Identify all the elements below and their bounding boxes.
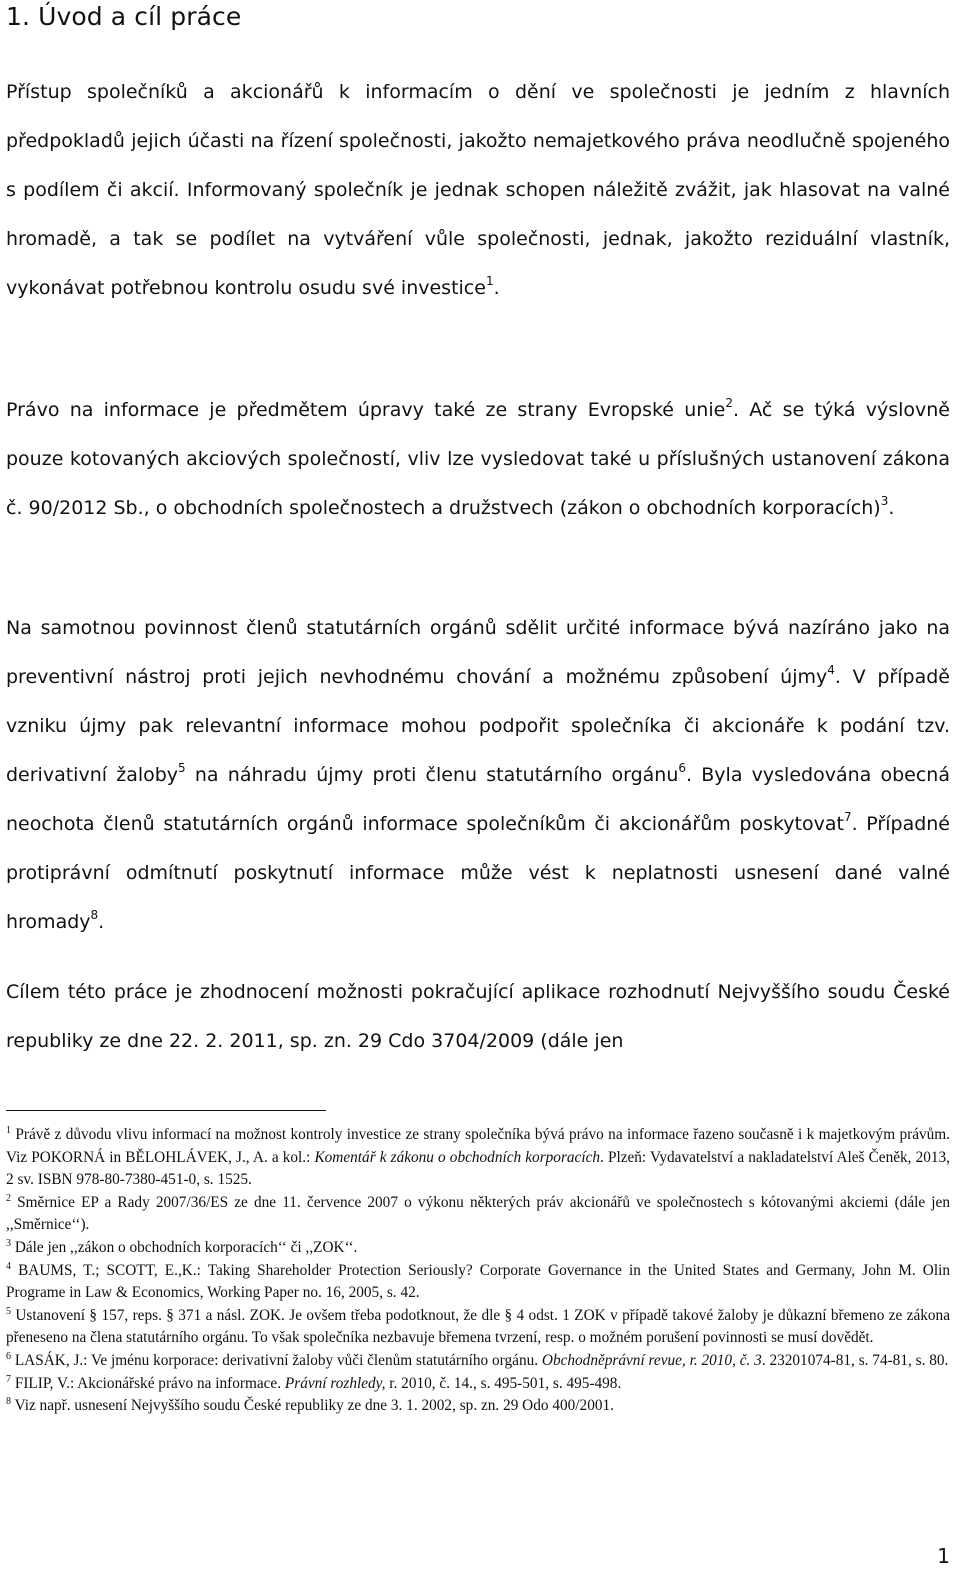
footnote-number: 3 bbox=[6, 1237, 11, 1249]
footnote-ref-7[interactable]: 7 bbox=[843, 809, 852, 824]
footnote-ref-5[interactable]: 5 bbox=[178, 760, 186, 775]
paragraph-3-text-b: . V případě vzniku újmy pak relevantní informace mohou podpořit společníka či akcionáře k podání tzv. derivativní žaloby bbox=[6, 666, 950, 786]
paragraph-3-text-a: Na samotnou povinnost členů statutárních orgánů sdělit určité informace bývá nazíráno jako na preventivní nástroj proti jejich nevhodnému chování a možnému způsobení újmy bbox=[6, 617, 950, 688]
paragraph-2-text-b: . Ač se týká výslovně pouze kotovaných akciových společností, vliv lze vysledovat také u příslušných ustanovení zákona č. 90/2012 Sb., o obchodních společnostech a družstvech (zákon o obchodních korporacích) bbox=[6, 399, 950, 519]
footnote-4 bbox=[6, 1260, 950, 1305]
footnote-text: Viz např. usnesení Nejvyššího soudu České republiky ze dne 3. 1. 2002, sp. zn. 29 Odo 400/2001. bbox=[14, 1397, 614, 1415]
paragraph-2 bbox=[6, 386, 950, 533]
footnote-text: Právě z důvodu vlivu informací na možnost kontroly investice ze strany společníka bývá právo na informace řazeno současně i k majetkovým právům. Viz POKORNÁ in BĚLOHLÁVEK, J., A. a kol.: bbox=[6, 1126, 950, 1166]
paragraph-3-text-d: . Byla vysledována obecná neochota členů statutárních orgánů informace společníkům či akcionářům poskytovat bbox=[6, 764, 950, 835]
footnote-text: BAUMS, T.; SCOTT, E.,K.: Taking Shareholder Protection Seriously? Corporate Governance in the United States and Germany, John M. Olin Programe in Law & Economics, Working Paper no. 16, 2005, s. 42. bbox=[6, 1261, 950, 1302]
footnote-8 bbox=[6, 1395, 950, 1418]
paragraph-4 bbox=[6, 968, 950, 1066]
footnote-text: FILIP, V.: Akcionářské právo na informace. bbox=[14, 1374, 285, 1392]
footnote-1 bbox=[6, 1124, 950, 1192]
paragraph-1-text: Přístup společníků a akcionářů k informacím o dění ve společnosti je jedním z hlavních předpokladů jejich účasti na řízení společnosti, jakožto nemajetkového práva neodlučně spojeného s podílem či akcií. Informovaný společník je jednak schopen náležitě zvážit, jak hlasovat na valné hromadě, a tak se podílet na vytváření vůle společnosti, jednak, jakožto reziduální vlastník, vykonávat potřebnou kontrolu osudu své investice bbox=[6, 81, 950, 299]
paragraph-2-text-c: . bbox=[888, 497, 895, 519]
page-number: 1 bbox=[937, 1544, 950, 1568]
footnote-ref-3[interactable]: 3 bbox=[880, 493, 889, 508]
footnote-text: . 23201074-81, s. 74-81, s. 80. bbox=[761, 1351, 949, 1369]
footnote-number: 1 bbox=[6, 1124, 11, 1136]
footnote-text: Ustanovení § 157, reps. § 371 a násl. ZOK. Je ovšem třeba podotknout, že dle § 4 odst. 1 ZOK v případě takové žaloby je důkazní břemeno ze zákona přeneseno na člena statutárního orgánu. To však společníka nezbavuje břemena tvrzení, resp. o možném porušení povinnosti se musí dovědět. bbox=[6, 1306, 950, 1347]
footnote-separator bbox=[6, 1110, 326, 1111]
paragraph-3-text-c: na náhradu újmy proti členu statutárního orgánu bbox=[185, 764, 679, 786]
footnote-title: Právní rozhledy, bbox=[284, 1374, 386, 1392]
footnote-ref-2[interactable]: 2 bbox=[725, 395, 733, 410]
paragraph-4-text: Cílem této práce je zhodnocení možnosti pokračující aplikace rozhodnutí Nejvyššího soudu České republiky ze dne 22. 2. 2011, sp. zn. 29 Cdo 3704/2009 (dále jen bbox=[6, 981, 950, 1052]
footnote-3 bbox=[6, 1237, 950, 1260]
chapter-heading: 1. Úvod a cíl práce bbox=[6, 2, 242, 31]
paragraph-3 bbox=[6, 604, 950, 947]
footnote-ref-6[interactable]: 6 bbox=[678, 760, 687, 775]
paragraph-2-text-a: Právo na informace je předmětem úpravy také ze strany Evropské unie bbox=[6, 399, 726, 421]
footnote-text: . Plzeň: Vydavatelství a nakladatelství Aleš Čeněk, 2013, 2 sv. ISBN 978-80-7380-451-0, s. 1525. bbox=[6, 1148, 951, 1189]
paragraph-3-text-e: . Případné protiprávní odmítnutí poskytnutí informace může vést k neplatnosti usnesení dané valné hromady bbox=[6, 813, 950, 933]
footnote-7 bbox=[6, 1373, 950, 1396]
footnote-5 bbox=[6, 1305, 950, 1350]
footnote-ref-8[interactable]: 8 bbox=[90, 907, 99, 922]
footnote-ref-1[interactable]: 1 bbox=[485, 273, 494, 288]
paragraph-3-text-f: . bbox=[98, 911, 105, 933]
footnote-text: LASÁK, J.: Ve jménu korporace: derivativní žaloby vůči členům statutárního orgánu. bbox=[14, 1351, 542, 1369]
footnote-number: 5 bbox=[6, 1305, 11, 1317]
paragraph-1-end: . bbox=[493, 277, 500, 299]
footnote-number: 2 bbox=[6, 1192, 11, 1204]
footnote-6 bbox=[6, 1350, 950, 1373]
footnote-text: Směrnice EP a Rady 2007/36/ES ze dne 11. července 2007 o výkonu některých práv akcionářů ve společnostech s kótovanými akciemi (dále jen ,,Směrnice‘‘). bbox=[6, 1193, 950, 1234]
footnote-text: Dále jen ,,zákon o obchodních korporacích‘‘ či ,,ZOK‘‘. bbox=[14, 1238, 358, 1256]
footnote-text: r. 2010, č. 14., s. 495-501, s. 495-498. bbox=[385, 1374, 622, 1392]
footnote-ref-4[interactable]: 4 bbox=[827, 662, 835, 677]
footnote-2 bbox=[6, 1192, 950, 1237]
footnote-number: 6 bbox=[6, 1350, 11, 1362]
footnote-number: 7 bbox=[6, 1373, 11, 1385]
paragraph-1 bbox=[6, 68, 950, 313]
footnote-number: 8 bbox=[6, 1396, 11, 1408]
footnote-title: Komentář k zákonu o obchodních korporacích bbox=[314, 1148, 601, 1166]
footnotes bbox=[6, 1124, 950, 1418]
footnote-title: Obchodněprávní revue, r. 2010, č. 3 bbox=[541, 1351, 762, 1369]
footnote-number: 4 bbox=[6, 1260, 11, 1272]
